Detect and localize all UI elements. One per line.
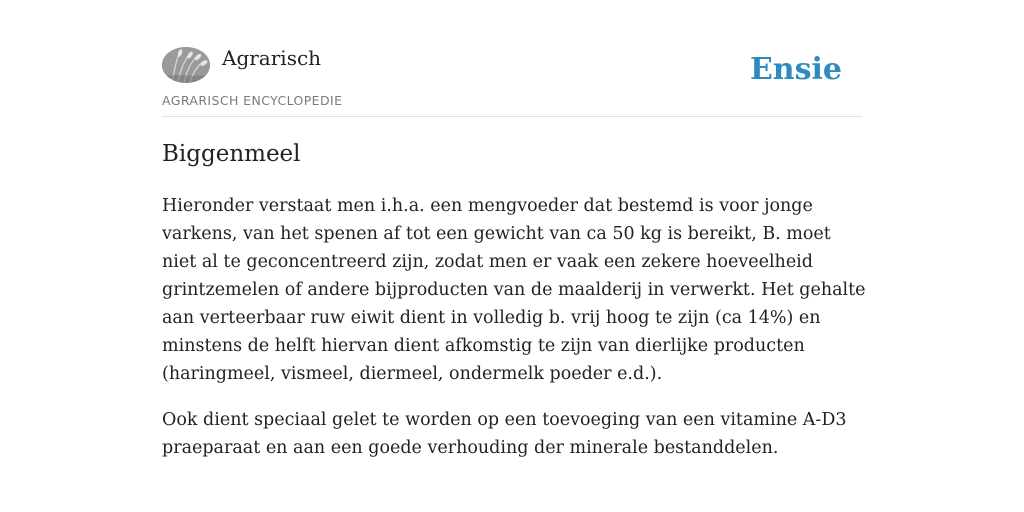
article-title: Biggenmeel xyxy=(162,141,301,167)
source-name[interactable]: Agrarisch xyxy=(222,46,322,70)
wheat-icon[interactable] xyxy=(162,47,210,83)
article-paragraph: Ook dient speciaal gelet te worden op een toevoeging van een vitamine A-D3 praeparaat en aan een goede verhouding der minerale bestanddelen. xyxy=(162,410,847,458)
header xyxy=(162,46,862,117)
brand-logo[interactable]: Ensie xyxy=(749,52,842,87)
article-body xyxy=(162,192,867,480)
article-paragraph: Hieronder verstaat men i.h.a. een mengvoeder dat bestemd is voor jonge varkens, van het spenen af tot een gewicht van ca 50 kg is bereikt, B. moet niet al te geconcentreerd zijn, zodat men er vaak een zekere hoeveelheid grintzemelen of andere bijproducten van de maalderij in verwerkt. Het gehalte aan verteerbaar ruw eiwit dient in volledig b. vrij hoog te zijn (ca 14%) en minstens de helft hiervan dient afkomstig te zijn van dierlijke producten (haringmeel, vismeel, diermeel, ondermelk poeder e.d.). xyxy=(162,196,866,384)
source-subtitle[interactable]: AGRARISCH ENCYCLOPEDIE xyxy=(162,93,343,108)
